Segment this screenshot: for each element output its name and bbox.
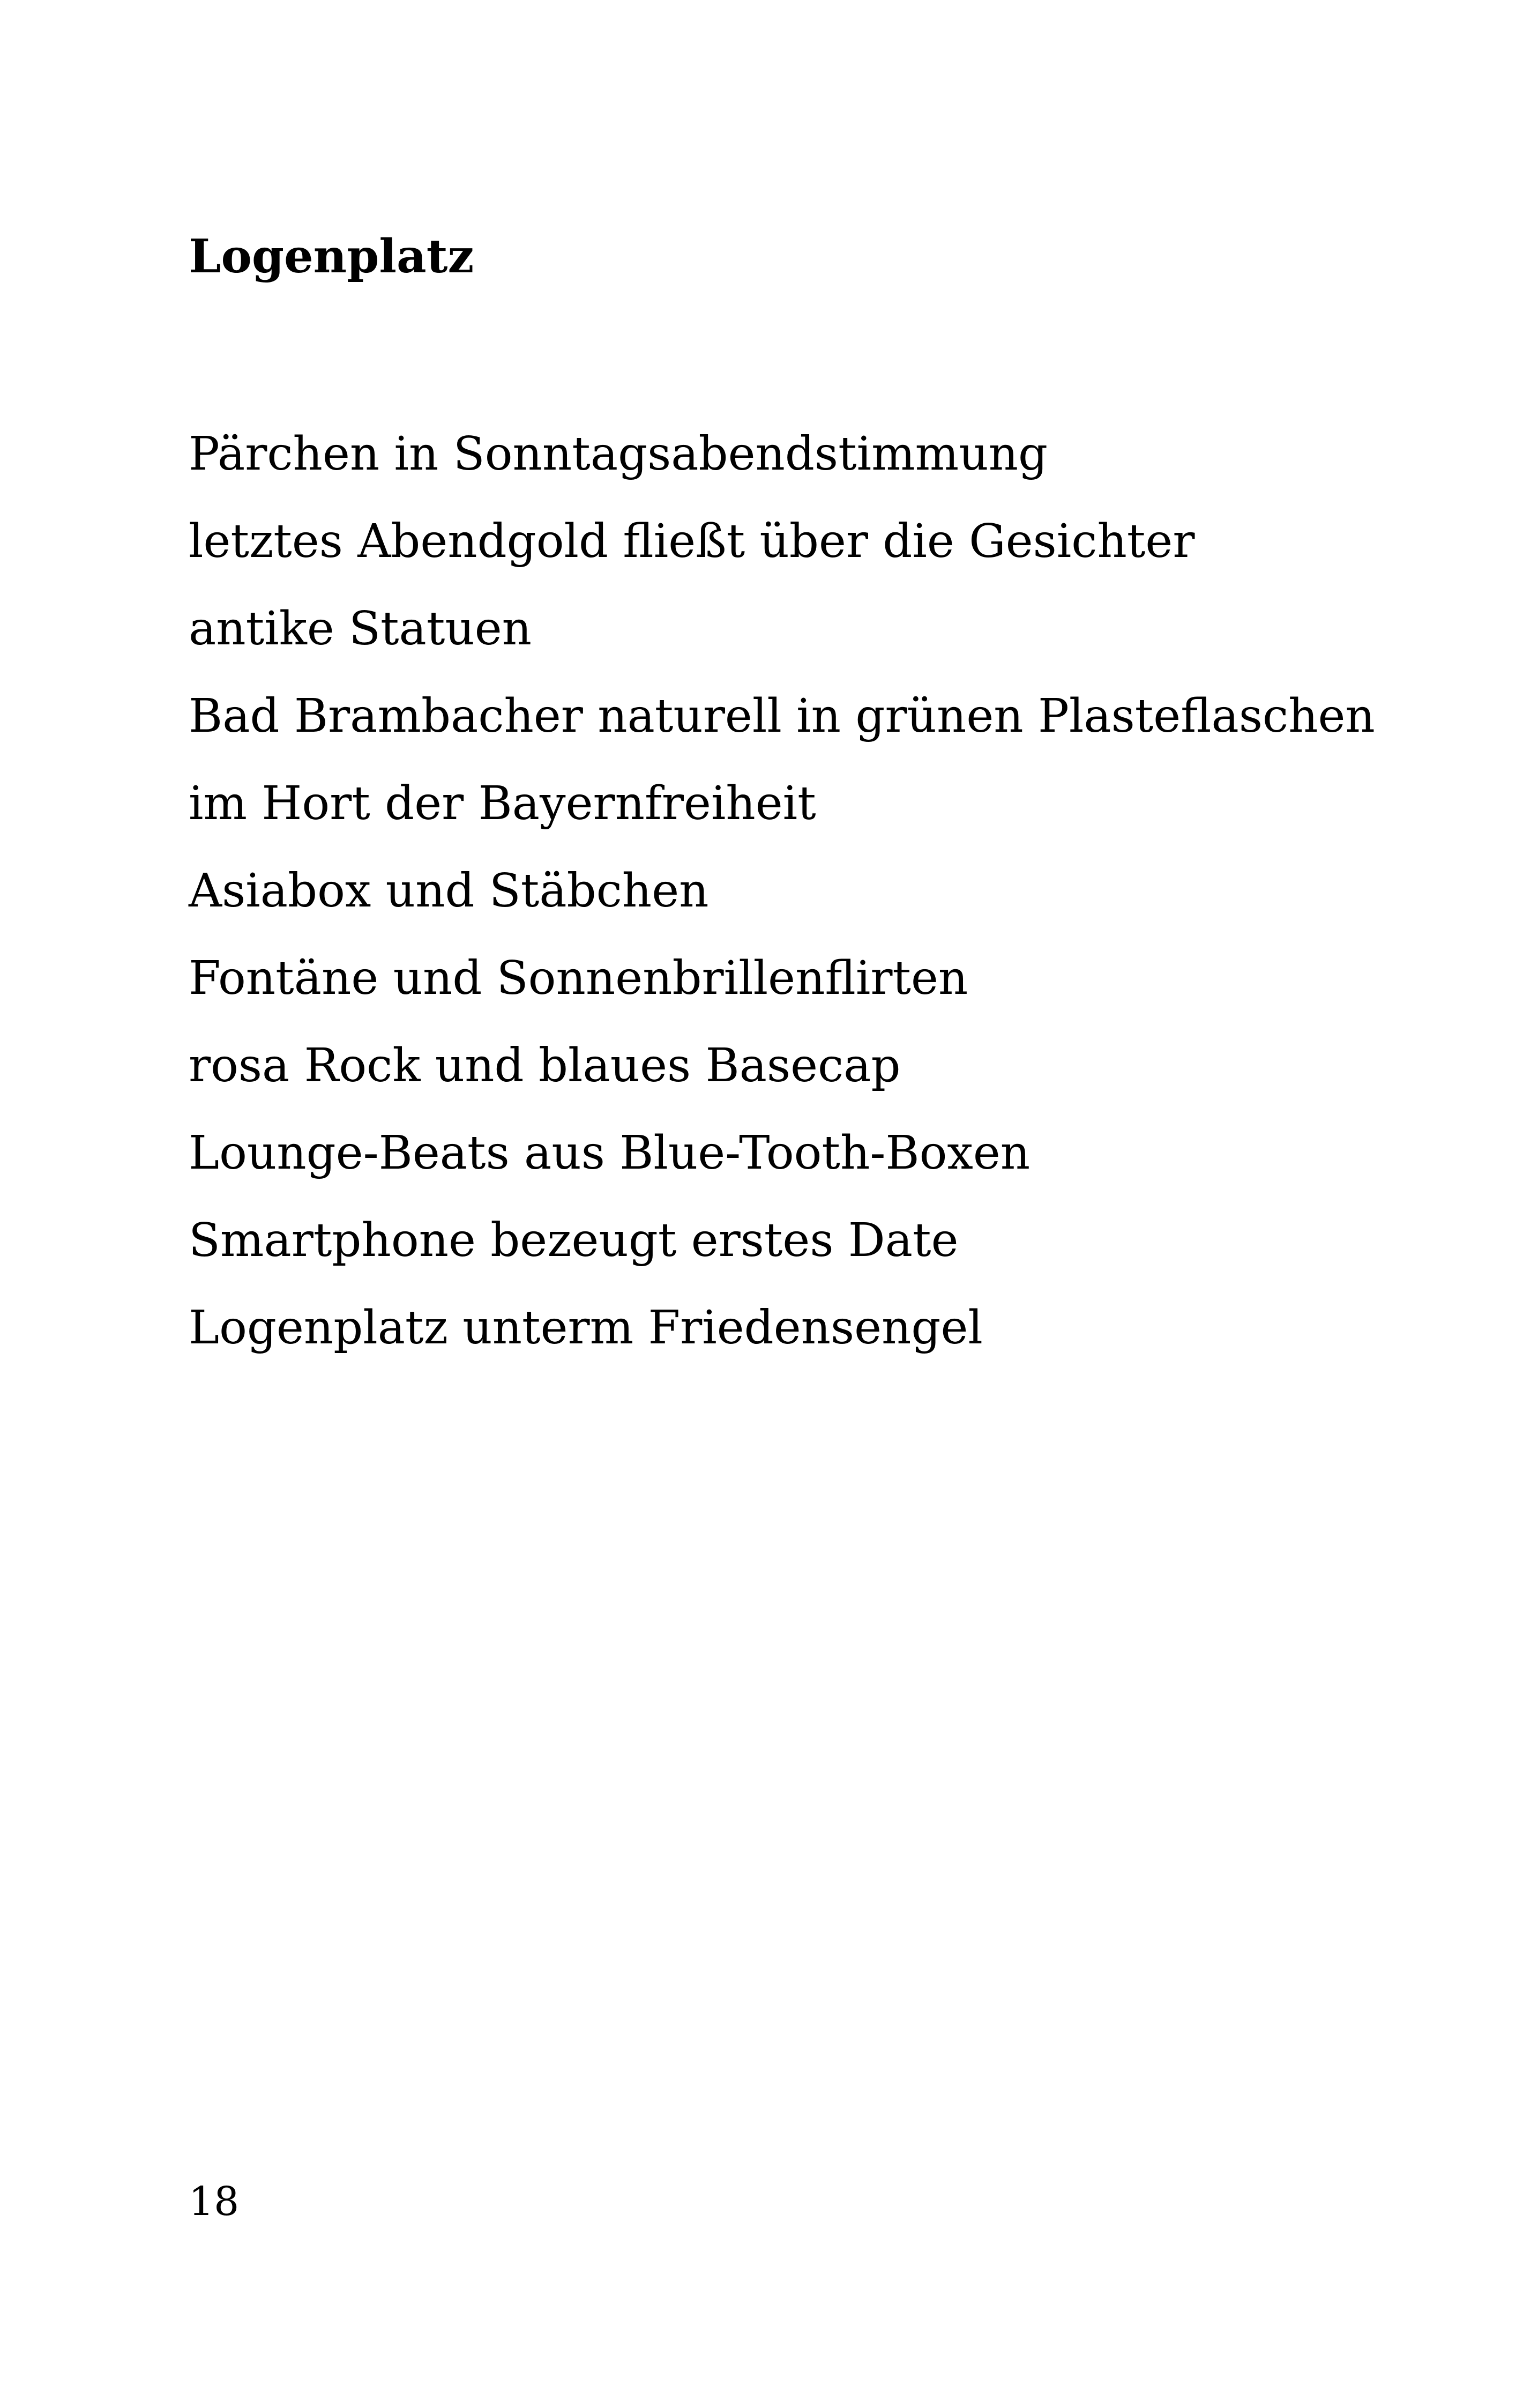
poem-line: Lounge-Beats aus Blue-Tooth-Boxen: [189, 1126, 1031, 1180]
poem-line: Smartphone bezeugt erstes Date: [189, 1214, 959, 1267]
poem-line: Asiabox und Stäbchen: [189, 864, 709, 918]
poem-line: rosa Rock und blaues Basecap: [189, 1039, 901, 1092]
poem-body: [189, 411, 1375, 1372]
poem-line: Logenplatz unterm Friedensengel: [189, 1301, 983, 1355]
poem-line: Bad Brambacher naturell in grünen Plasteflaschen: [189, 689, 1375, 743]
poem-line: antike Statuen: [189, 602, 532, 656]
poem-line: letztes Abendgold fließt über die Gesichter: [189, 515, 1195, 568]
poem-line: Fontäne und Sonnenbrillenflirten: [189, 952, 968, 1005]
page-number: 18: [189, 2179, 240, 2225]
poem-title: Logenplatz: [189, 229, 474, 284]
poem-line: im Hort der Bayernfreiheit: [189, 777, 816, 830]
poem-line: Pärchen in Sonntagsabendstimmung: [189, 427, 1048, 481]
